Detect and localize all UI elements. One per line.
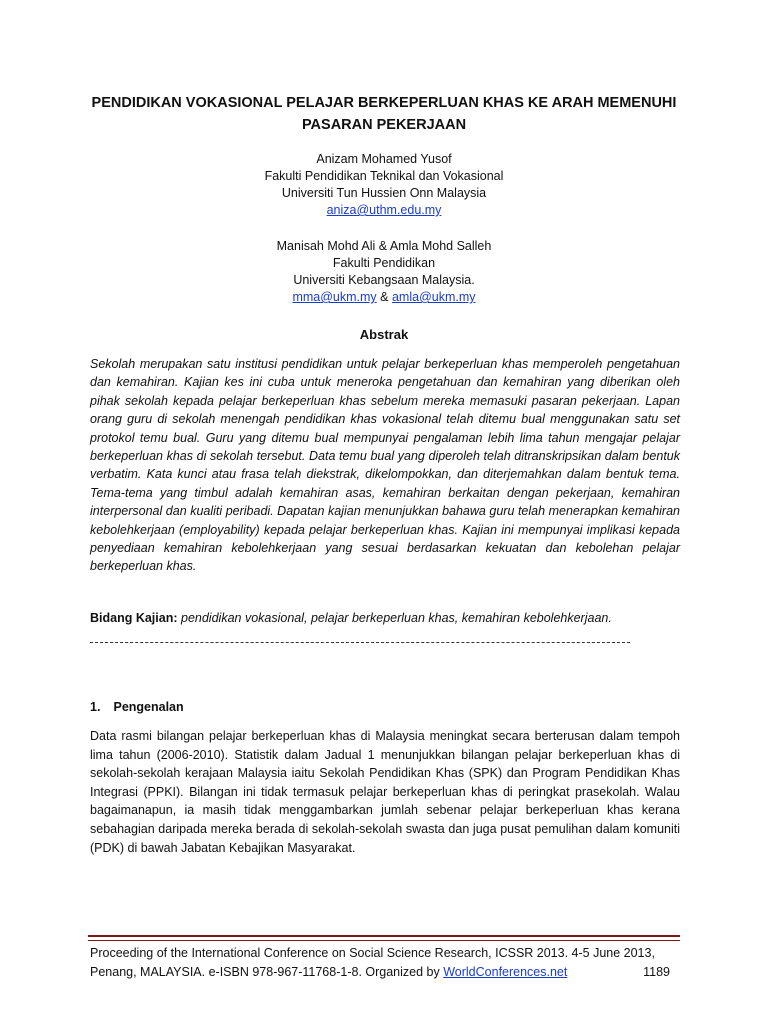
author-university: Universiti Tun Hussien Onn Malaysia	[281, 186, 487, 200]
section-title: Pengenalan	[113, 700, 184, 714]
keywords-label: Bidang Kajian:	[90, 611, 178, 625]
author-university: Universiti Kebangsaan Malaysia.	[293, 273, 475, 287]
section-heading	[90, 700, 184, 714]
author-name: Anizam Mohamed Yusof	[316, 152, 452, 166]
footer-line-1: Proceeding of the International Conference on Social Science Research, ICSSR 2013. 4-5 June 2013,	[90, 946, 655, 960]
keywords-line	[90, 610, 680, 627]
email-separator: &	[380, 290, 389, 304]
footer-line-2-text: Penang, MALAYSIA. e-ISBN 978-967-11768-1-8. Organized by	[90, 965, 444, 979]
dashed-divider	[90, 642, 630, 643]
footer-rule	[88, 935, 680, 941]
footer-website-link[interactable]: WorldConferences.net	[443, 965, 568, 979]
footer-line-2	[90, 963, 680, 982]
author-email-link-1[interactable]: mma@ukm.my	[292, 290, 377, 304]
keywords-text: pendidikan vokasional, pelajar berkeperluan khas, kemahiran kebolehkerjaan.	[181, 611, 612, 625]
author-block-1	[80, 151, 688, 219]
section-body-text: Data rasmi bilangan pelajar berkeperluan khas di Malaysia meningkat secara berterusan dalam tempoh lima tahun (2006-2010). Statistik dalam Jadual 1 menunjukkan bilangan pelajar berkeperluan khas di sekolah-sekolah kerajaan Malaysia iaitu Sekolah Pendidikan Khas (SPK) dan Program Pendidikan Khas Integrasi (PPKI). Bilangan ini tidak termasuk pelajar berkeperluan khas di peringkat prasekolah. Walau bagaimanapun, ia masih tidak menggambarkan jumlah sebenar pelajar berkeperluan khas kerana sebahagian daripada mereka berada di sekolah-sekolah swasta dan juga pusat pemulihan dalam komuniti (PDK) di bawah Jabatan Kebajikan Masyarakat.	[90, 729, 680, 855]
author-email-link[interactable]: aniza@uthm.edu.my	[326, 203, 442, 217]
paper-title: PENDIDIKAN VOKASIONAL PELAJAR BERKEPERLUAN KHAS KE ARAH MEMENUHI PASARAN PEKERJAAN	[91, 95, 677, 133]
author-email-link-2[interactable]: amla@ukm.my	[391, 290, 476, 304]
page-footer	[90, 944, 680, 982]
abstract-text: Sekolah merupakan satu institusi pendidikan untuk pelajar berkeperluan khas memperoleh pengetahuan dan kemahiran. Kajian kes ini cuba untuk meneroka pengetahuan dan kemahiran yang diberikan oleh pihak sekolah kepada pelajar berkeperluan khas sebelum mereka memasuki pasaran pekerjaan. Lapan orang guru di sekolah menengah pendidikan khas vokasional telah ditemu bual menggunakan satu set protokol temu bual. Guru yang ditemu bual mempunyai pengalaman lebih lima tahun mengajar pelajar berkeperluan khas di sekolah tersebut. Data temu bual yang diperoleh telah ditranskripsikan dalam bentuk verbatim. Kata kunci atau frasa telah diekstrak, dikelompokkan, dan diterjemahkan dalam bentuk tema. Tema-tema yang timbul adalah kemahiran asas, kemahiran berkaitan dengan pekerjaan, kemahiran interpersonal dan kualiti peribadi. Dapatan kajian menunjukkan bahawa guru telah menerapkan kemahiran kebolehkerjaan (employability) kepada pelajar berkeperluan khas. Kajian ini mempunyai implikasi kepada penyediaan kemahiran kebolehkerjaan yang sesuai berdasarkan kekuatan dan kebolehan pelajar berkeperluan khas.	[90, 357, 680, 574]
author-faculty: Fakulti Pendidikan	[332, 256, 436, 270]
abstract-heading: Abstrak	[359, 327, 409, 342]
author-faculty: Fakulti Pendidikan Teknikal dan Vokasional	[264, 169, 504, 183]
author-names: Manisah Mohd Ali & Amla Mohd Salleh	[276, 239, 492, 253]
section-number: 1.	[90, 700, 101, 714]
author-block-2	[80, 238, 688, 306]
page-number: 1189	[643, 965, 670, 979]
